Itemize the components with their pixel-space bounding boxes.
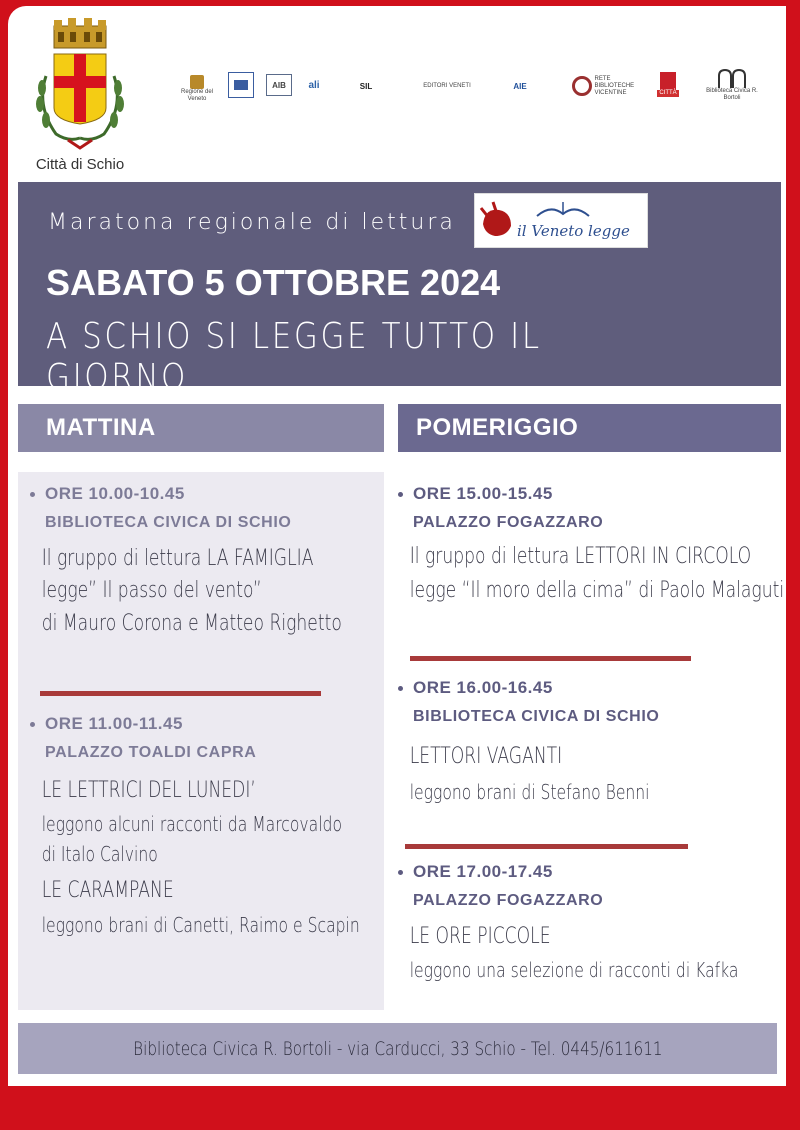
aib-logo: AIB (266, 74, 292, 96)
veneto-legge-logo (474, 193, 648, 248)
afternoon-slot-1 (398, 484, 800, 605)
slot-time: ORE 10.00-10.45 (45, 484, 185, 503)
event-slogan: A SCHIO SI LEGGE TUTTO IL GIORNO (46, 316, 542, 398)
slot-place: BIBLIOTECA CIVICA DI SCHIO (45, 514, 292, 531)
city-crest-icon (26, 16, 134, 156)
title-banner (18, 182, 781, 398)
footer-bar (18, 1023, 777, 1074)
tower-icon (660, 72, 676, 90)
event-date: SABATO 5 OTTOBRE 2024 (46, 262, 501, 303)
ali-logo: ali (308, 79, 320, 91)
slot-time: ORE 16.00-16.45 (413, 678, 553, 697)
slot-desc-line: LETTORI VAGANTI (409, 744, 563, 769)
slot-time: ORE 11.00-11.45 (45, 714, 183, 733)
citta-logo: CITTÀ (650, 66, 686, 102)
divider (405, 844, 688, 849)
morning-heading: MATTINA (18, 404, 384, 452)
slot-desc-line: LE LETTRICI DEL LUNEDI’ (41, 778, 256, 803)
lion-icon (190, 75, 204, 89)
slot-place: PALAZZO FOGAZZARO (413, 514, 604, 531)
afternoon-heading: POMERIGGIO (398, 404, 781, 452)
slot-desc-line: LE CARAMPANE (41, 878, 174, 904)
regione-veneto-logo: Regione del Veneto (180, 72, 214, 106)
slot-desc-line: leggono una selezione di racconti di Kafka (409, 958, 739, 983)
open-book-icon (533, 198, 593, 220)
divider (40, 691, 321, 696)
frame-left (0, 0, 8, 1130)
footer-contact: Biblioteca Civica R. Bortoli - via Carducci, 33 Schio - Tel. 0445/611611 (132, 1037, 663, 1060)
veneto-legge-text: il Veneto legge (517, 222, 630, 240)
slot-place: BIBLIOTECA CIVICA DI SCHIO (413, 708, 660, 725)
slot-desc-line: di Mauro Corona e Matteo Righetto (41, 610, 342, 636)
city-name: Città di Schio (35, 156, 125, 173)
book-icon (234, 80, 248, 90)
slot-desc-line: legge” Il passo del vento” (41, 578, 262, 604)
aie-logo: AIE (513, 81, 527, 91)
afternoon-slot-3 (398, 862, 800, 982)
editori-veneti-logo: EDITORI VENETI (423, 82, 471, 89)
bullet-icon (398, 492, 403, 497)
slot-place: PALAZZO TOALDI CAPRA (45, 744, 257, 761)
association-logo-blue-1 (228, 72, 254, 98)
bullet-icon (398, 686, 403, 691)
biblioteca-civica-logo: Biblioteca Civica R. Bortoli (700, 64, 764, 104)
frame-bottom (0, 1086, 800, 1130)
circle-icon (572, 76, 592, 96)
slot-place: PALAZZO FOGAZZARO (413, 892, 604, 909)
bullet-icon (398, 870, 403, 875)
bullet-icon (30, 722, 35, 727)
arches-icon (717, 66, 747, 88)
slot-desc-line: Il gruppo di lettura LA FAMIGLIA (41, 546, 314, 571)
slot-desc-line: leggono brani di Canetti, Raimo e Scapin (41, 912, 360, 937)
morning-slot-2 (30, 714, 453, 937)
slot-time: ORE 15.00-15.45 (413, 484, 553, 503)
morning-slot-1 (30, 484, 430, 637)
rete-biblioteche-logo: RETE BIBLIOTECHE VICENTINE (570, 72, 636, 100)
bullet-icon (30, 492, 35, 497)
slot-time: ORE 17.00-17.45 (413, 862, 553, 881)
slot-desc-line: di Italo Calvino (41, 842, 158, 867)
afternoon-slot-2 (398, 678, 720, 804)
slot-desc-line: Il gruppo di lettura LETTORI IN CIRCOLO (409, 544, 752, 569)
divider (410, 656, 691, 661)
slot-desc-line: legge “Il moro della cima” di Paolo Malaguti (409, 578, 785, 604)
event-subtitle: Maratona regionale di lettura (48, 210, 456, 235)
winged-lion-icon (479, 200, 515, 242)
slot-desc-line: LE ORE PICCOLE (409, 924, 551, 949)
slot-desc-line: leggono brani di Stefano Benni (409, 780, 650, 805)
slot-desc-line: leggono alcuni racconti da Marcovaldo (41, 812, 342, 837)
sil-logo: SIL (359, 81, 373, 91)
sponsor-logos (180, 60, 770, 110)
